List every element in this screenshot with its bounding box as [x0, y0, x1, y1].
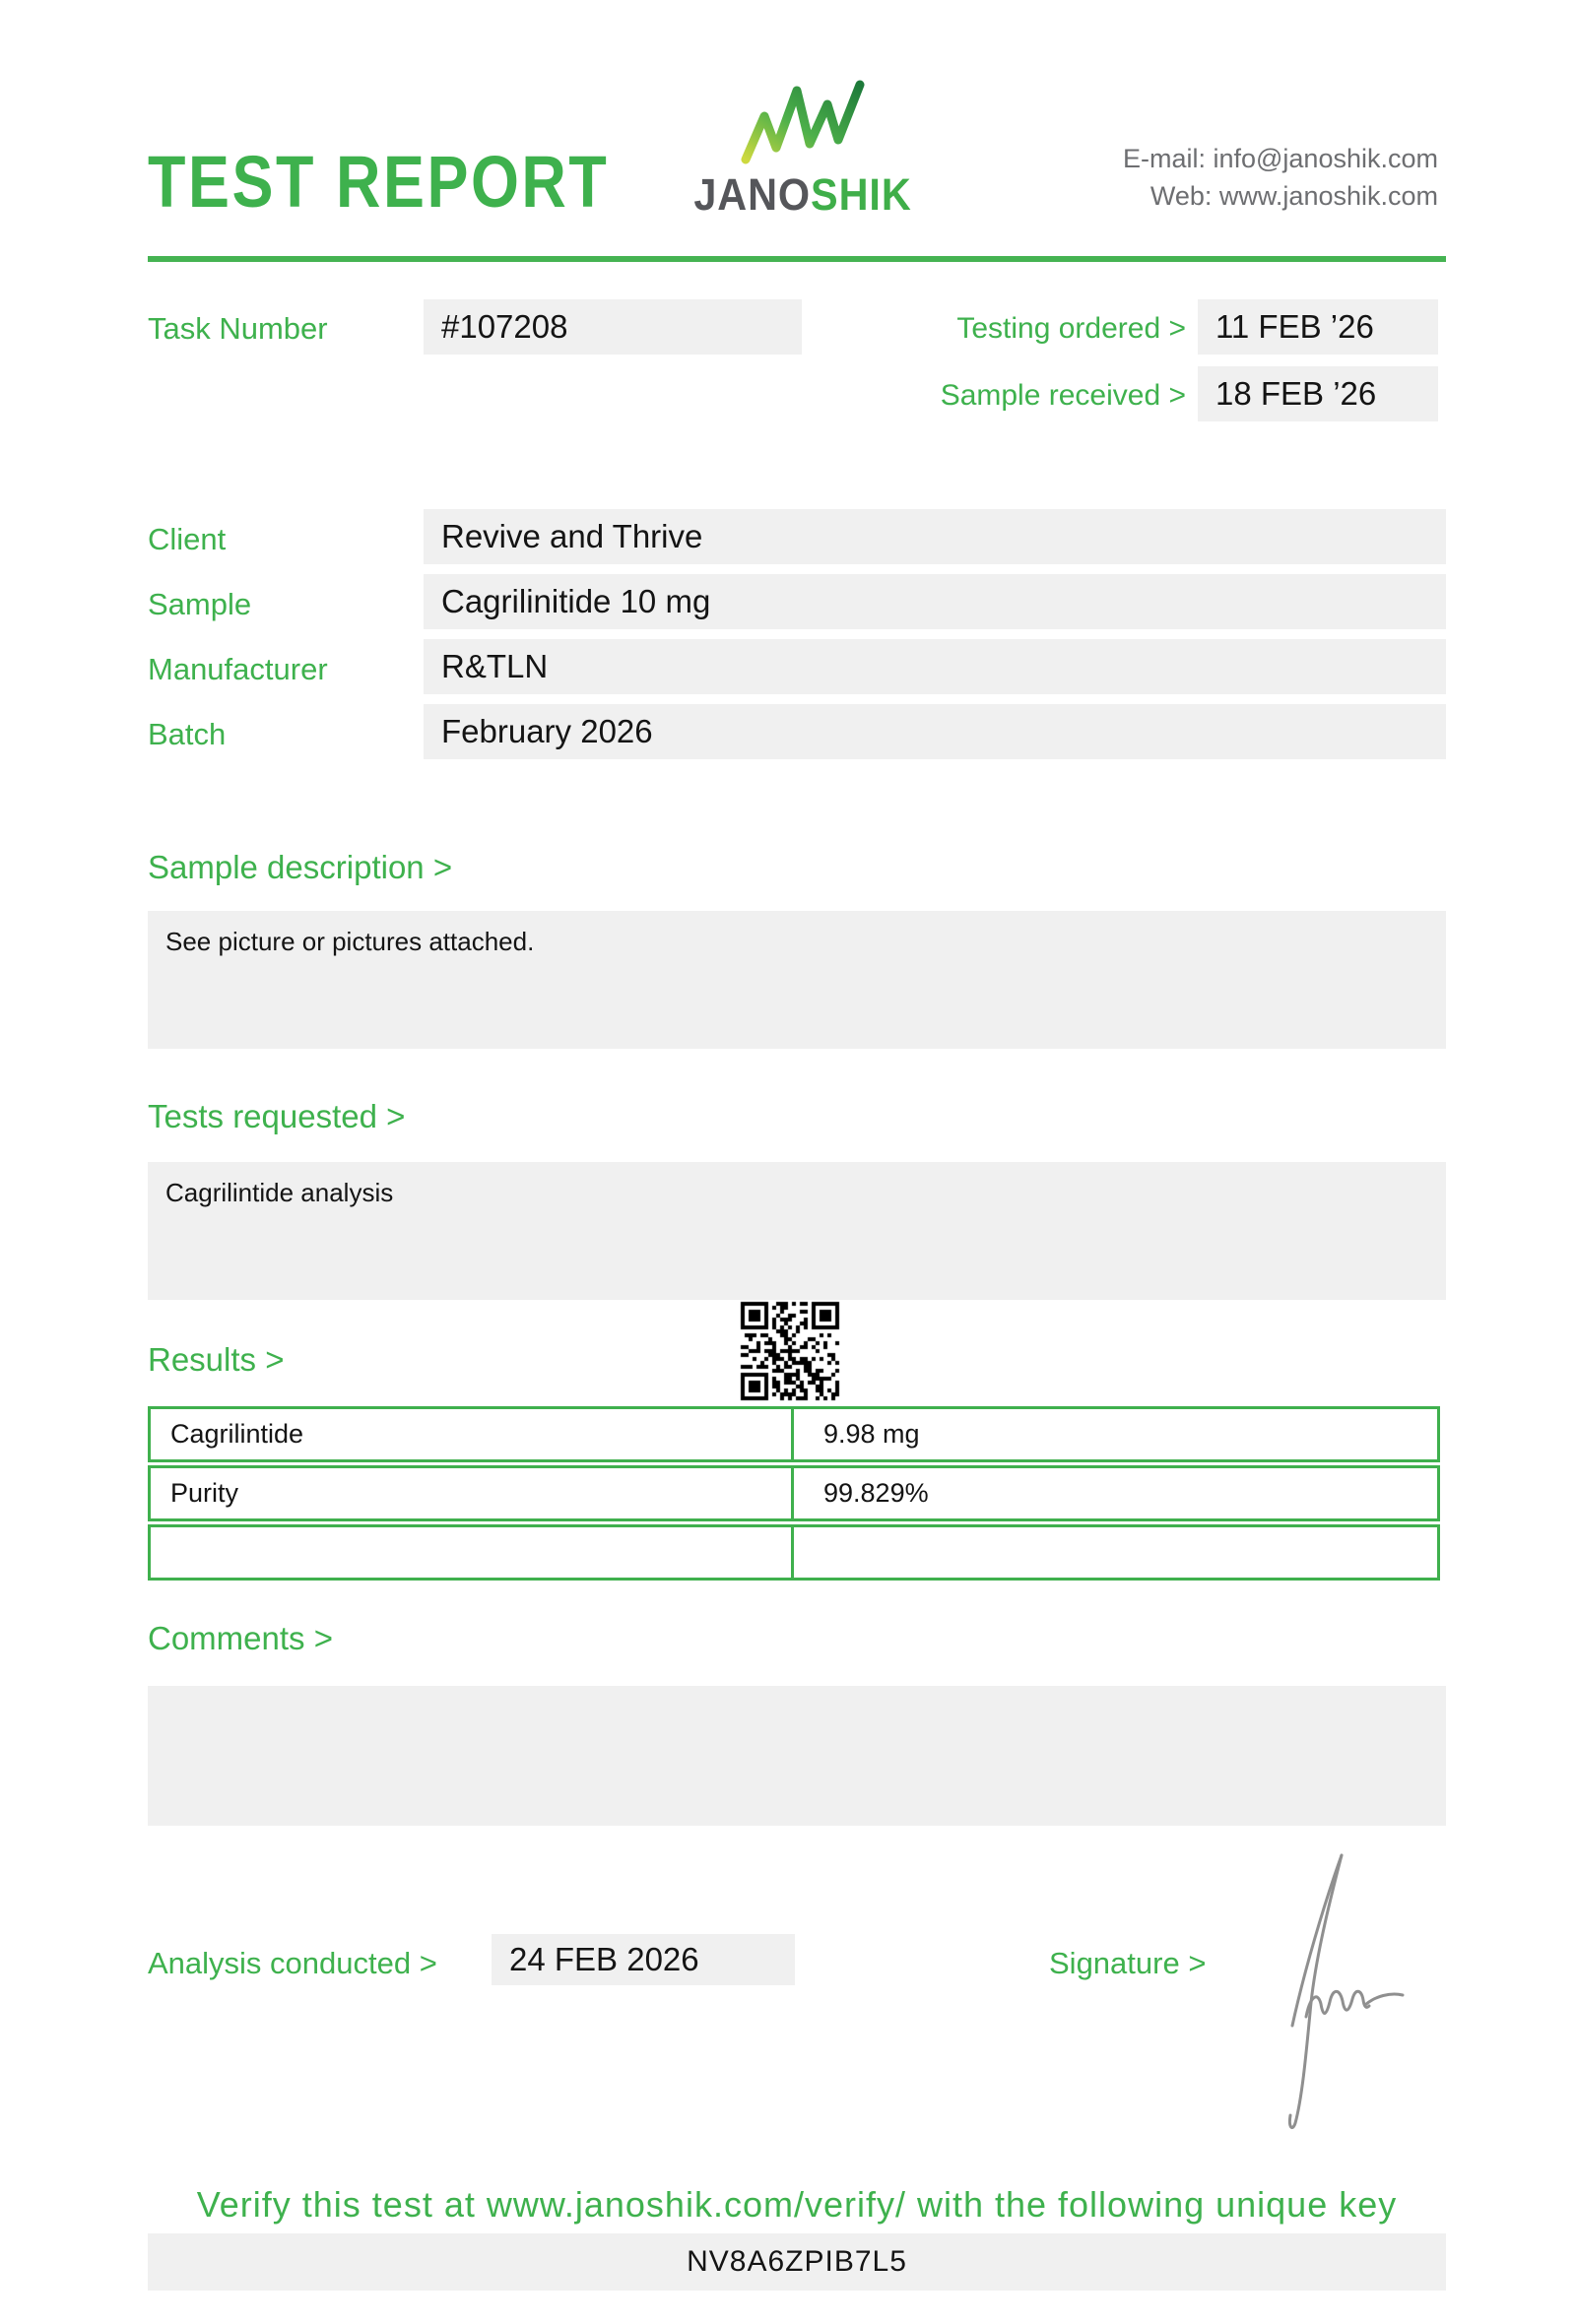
result-value	[794, 1527, 1437, 1578]
comments-box	[148, 1686, 1446, 1826]
sample-received-label: Sample received >	[940, 379, 1186, 412]
signature-label: Signature >	[1049, 1946, 1207, 1980]
batch-label: Batch	[148, 717, 227, 751]
contact-block	[1123, 140, 1438, 215]
result-name: Purity	[151, 1468, 794, 1518]
analysis-conducted-label: Analysis conducted >	[148, 1946, 437, 1980]
page-title: TEST REPORT	[148, 141, 610, 223]
results-row	[148, 1524, 1440, 1581]
logo-text-jano: JANO	[693, 169, 812, 220]
logo-text-shik: SHIK	[811, 169, 912, 220]
tests-requested-heading: Tests requested >	[148, 1098, 406, 1134]
header-divider	[148, 256, 1446, 262]
contact-web: Web: www.janoshik.com	[1149, 181, 1438, 211]
logo-wordmark	[690, 169, 916, 221]
task-number-label: Task Number	[148, 311, 328, 346]
analysis-conducted-value: 24 FEB 2026	[492, 1934, 795, 1985]
results-row	[148, 1406, 1440, 1462]
manufacturer-value: R&TLN	[424, 639, 1446, 694]
results-heading: Results >	[148, 1341, 285, 1378]
testing-ordered-value: 11 FEB ’26	[1198, 299, 1438, 355]
manufacturer-label: Manufacturer	[148, 652, 328, 686]
results-row	[148, 1465, 1440, 1521]
sample-received-value: 18 FEB ’26	[1198, 366, 1438, 421]
result-name	[151, 1527, 794, 1578]
result-value: 99.829%	[823, 1478, 929, 1508]
client-label: Client	[148, 522, 227, 556]
contact-email: E-mail: info@janoshik.com	[1122, 144, 1438, 173]
sample-description-box	[148, 911, 1446, 1049]
task-number-value: #107208	[424, 299, 802, 355]
result-value: 9.98 mg	[823, 1419, 920, 1449]
janoshik-logo	[680, 79, 926, 221]
verify-instruction: Verify this test at www.janoshik.com/verify/ with the following unique key	[196, 2184, 1398, 2225]
tests-requested-text: Cagrilintide analysis	[165, 1178, 394, 1207]
qr-code	[739, 1300, 841, 1402]
batch-value: February 2026	[424, 704, 1446, 759]
verify-key: NV8A6ZPIB7L5	[148, 2233, 1446, 2291]
result-name: Cagrilintide	[151, 1409, 794, 1459]
sample-value: Cagrilinitide 10 mg	[424, 574, 1446, 629]
sample-description-text: See picture or pictures attached.	[165, 927, 535, 956]
testing-ordered-label: Testing ordered >	[956, 312, 1186, 345]
growth-chart-icon	[738, 79, 868, 165]
sample-description-heading: Sample description >	[148, 849, 453, 885]
tests-requested-box	[148, 1162, 1446, 1300]
comments-heading: Comments >	[148, 1620, 333, 1656]
client-value: Revive and Thrive	[424, 509, 1446, 564]
signature-scribble	[1263, 1843, 1411, 2139]
sample-label: Sample	[148, 587, 252, 621]
